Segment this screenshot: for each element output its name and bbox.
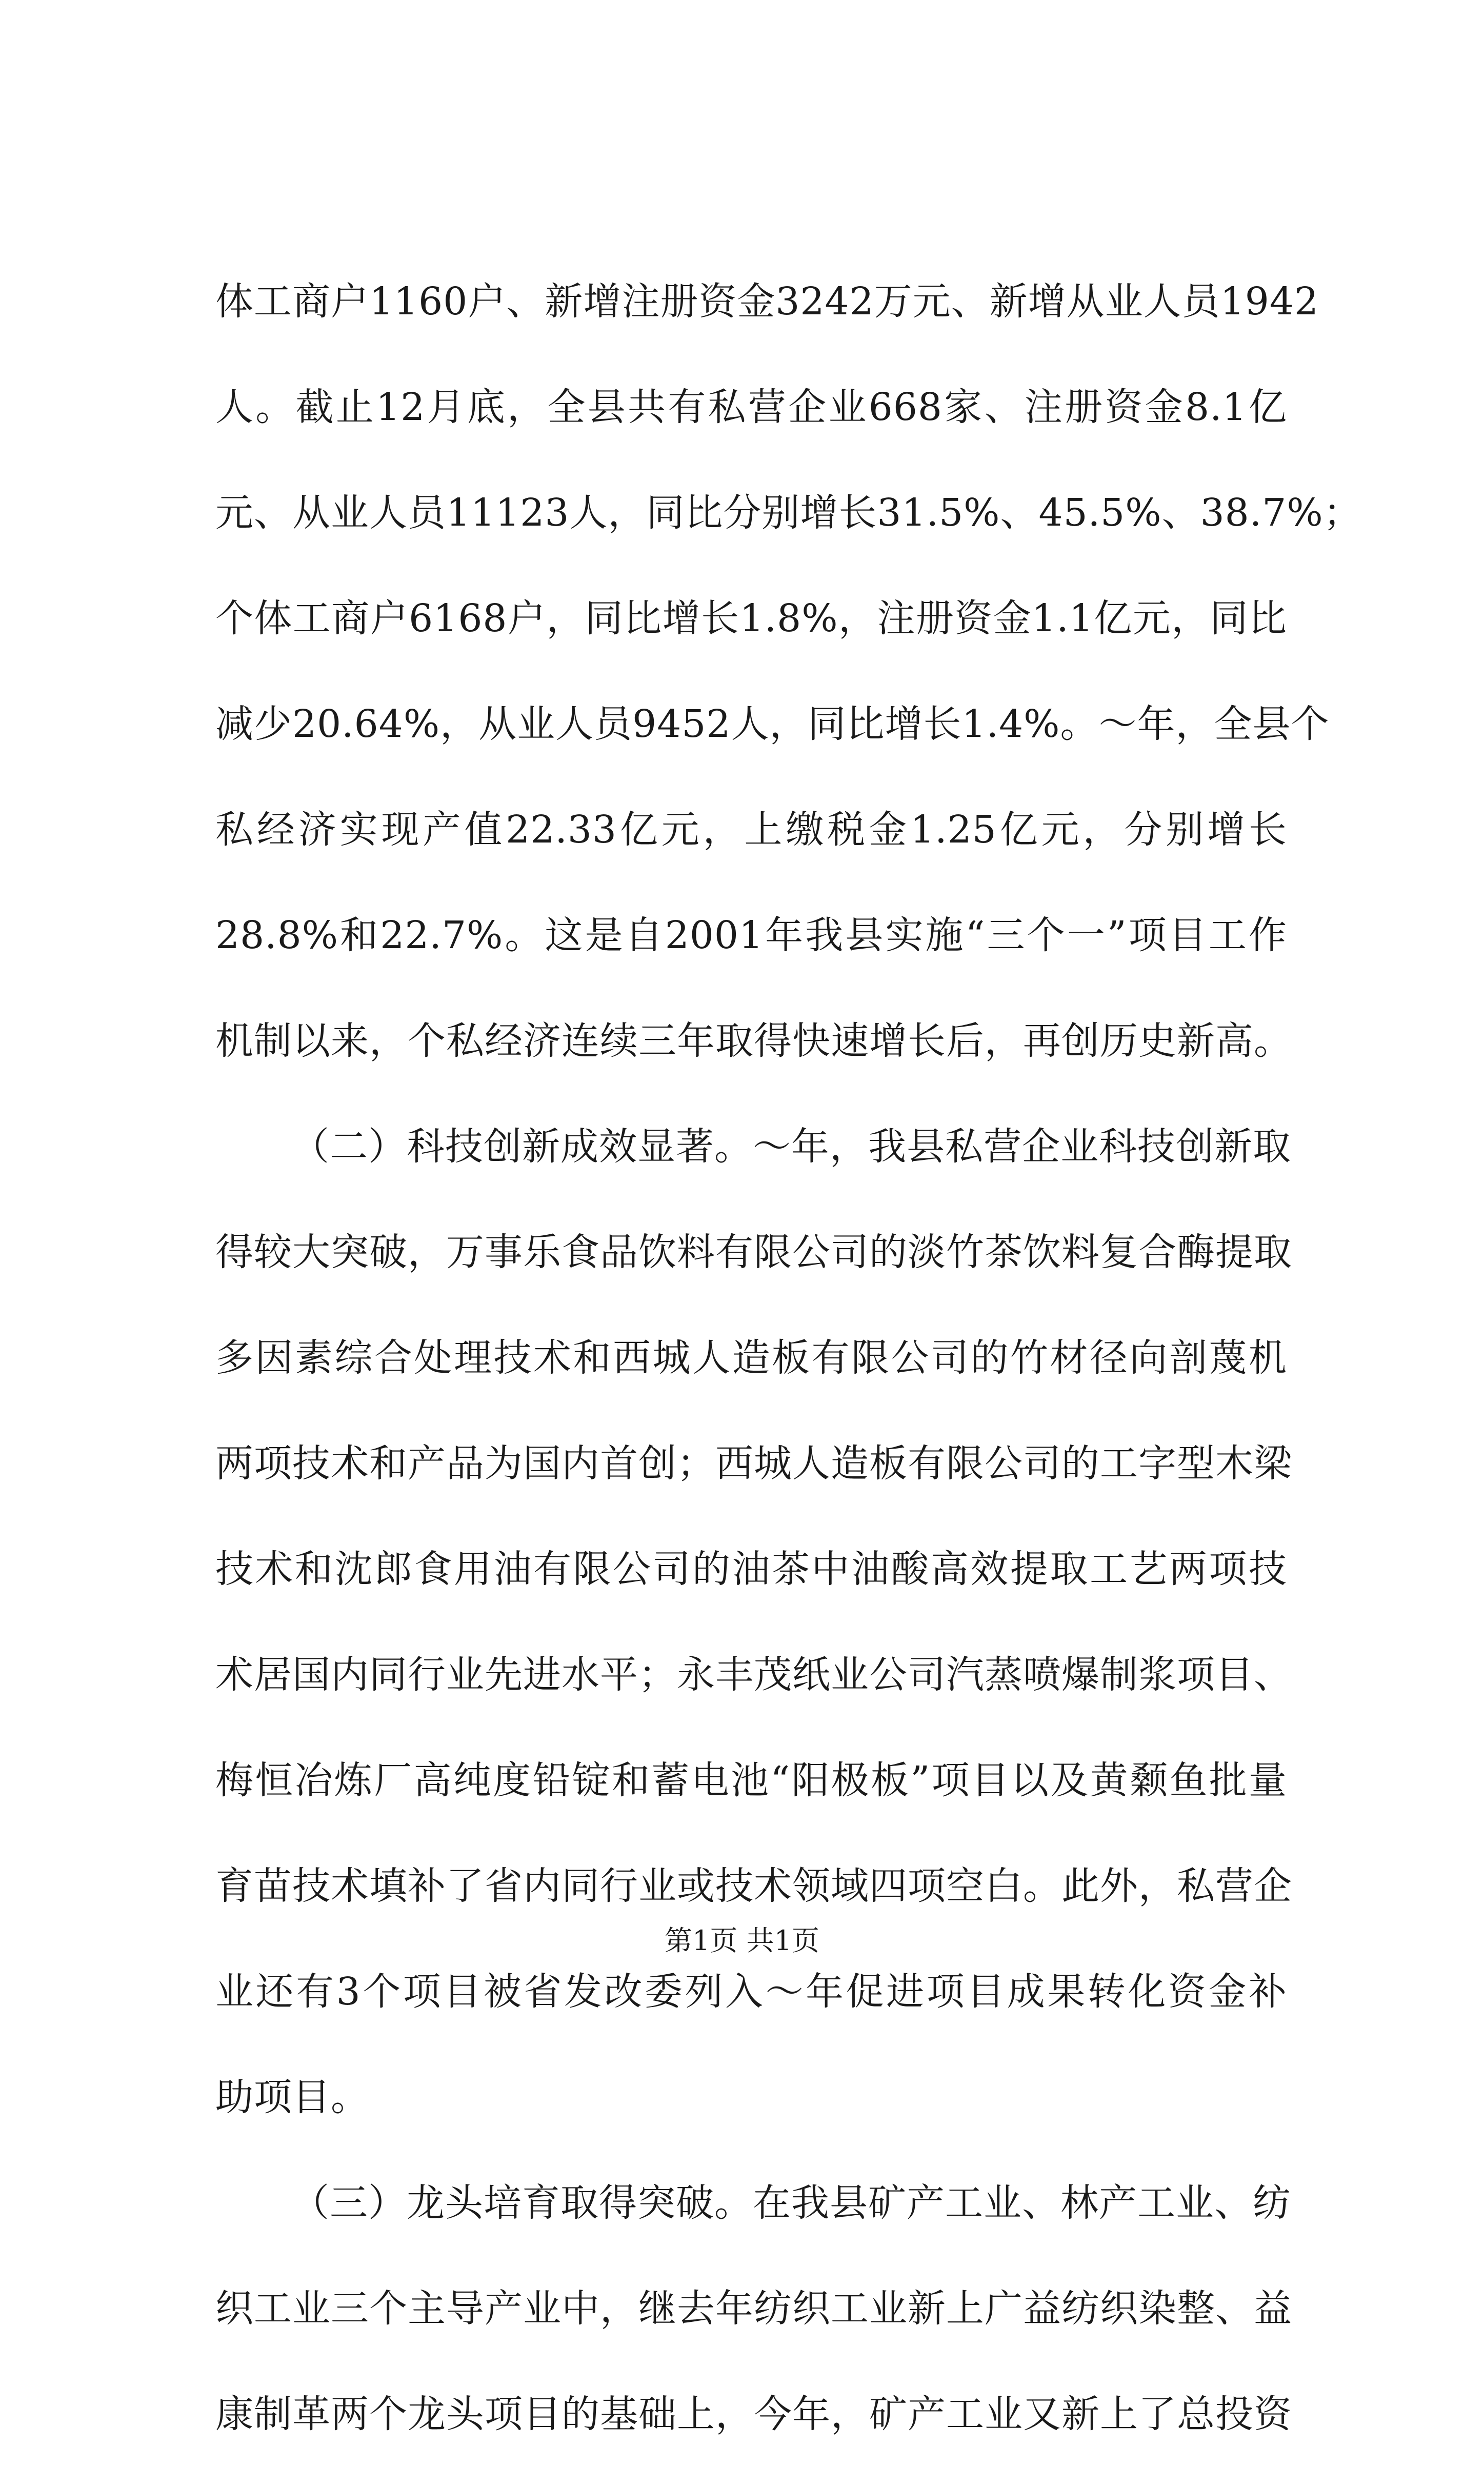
text-line: 减少20.64%，从业人员9452人，同比增长1.4%。～年，全县个 [215, 702, 1330, 746]
text-line: 技术和沈郎食用油有限公司的油茶中油酸高效提取工艺两项技 [215, 1547, 1287, 1591]
text-line: 织工业三个主导产业中，继去年纺织工业新上广益纺织染整、益 [215, 2287, 1292, 2331]
section-heading-line: （二）科技创新成效显著。～年，我县私营企业科技创新取 [291, 1125, 1291, 1169]
text-line: 人。截止12月底，全县共有私营企业668家、注册资金8.1亿 [215, 385, 1287, 429]
page-footer: 第1页 共1页 [665, 1924, 819, 1957]
document-body [215, 249, 1362, 2467]
text-line: 助项目。 [215, 2075, 369, 2119]
text-line: 两项技术和产品为国内首创；西城人造板有限公司的工字型木梁 [215, 1441, 1292, 1486]
text-line: 业还有3个项目被省发改委列入～年促进项目成果转化资金补 [215, 1970, 1287, 2014]
text-line: 私经济实现产值22.33亿元，上缴税金1.25亿元，分别增长 [215, 808, 1287, 852]
text-line: 术居国内同行业先进水平；永丰茂纸业公司汽蒸喷爆制浆项目、 [215, 1653, 1292, 1697]
text-line: 育苗技术填补了省内同行业或技术领域四项空白。此外，私营企 [215, 1864, 1292, 1908]
text-line: 体工商户1160户、新增注册资金3242万元、新增从业人员1942 [215, 279, 1319, 324]
text-line: 机制以来，个私经济连续三年取得快速增长后，再创历史新高。 [215, 1019, 1292, 1063]
text-line: 元、从业人员11123人，同比分别增长31.5%、45.5%、38.7%； [215, 491, 1362, 535]
text-line: 个体工商户6168户，同比增长1.8%，注册资金1.1亿元，同比 [215, 596, 1287, 640]
text-line: 梅恒冶炼厂高纯度铅锭和蓄电池“阳极板”项目以及黄颡鱼批量 [215, 1758, 1287, 1802]
text-line: 康制革两个龙头项目的基础上，今年，矿产工业又新上了总投资 [215, 2392, 1292, 2436]
section-heading-line: （三）龙头培育取得突破。在我县矿产工业、林产工业、纺 [291, 2181, 1291, 2225]
text-line: 多因素综合处理技术和西城人造板有限公司的竹材径向剖蔑机 [215, 1336, 1287, 1380]
text-line: 28.8%和22.7%。这是自2001年我县实施“三个一”项目工作 [215, 913, 1287, 957]
text-line: 得较大突破，万事乐食品饮料有限公司的淡竹茶饮料复合酶提取 [215, 1230, 1292, 1274]
